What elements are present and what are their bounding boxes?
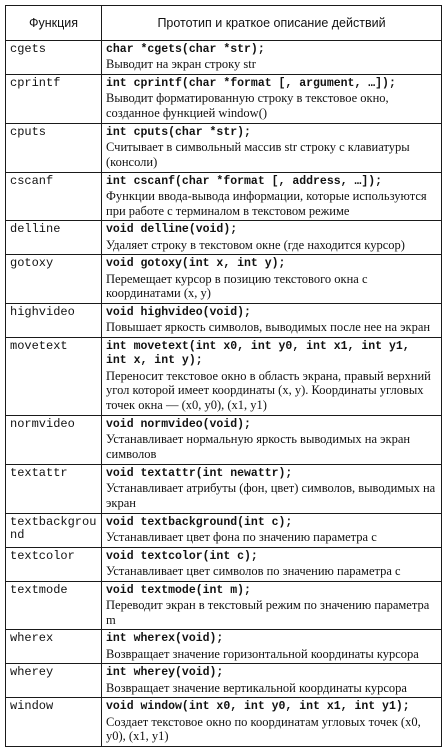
table-row	[6, 698, 442, 747]
function-description: Удаляет строку в текстовом окне (где находится курсор)	[106, 237, 405, 252]
function-prototype: void highvideo(void);	[106, 306, 251, 320]
function-description-cell	[102, 698, 442, 747]
function-name: cgets	[6, 41, 102, 75]
header-function: Функция	[6, 6, 102, 41]
function-description: Устанавливает нормальную яркость выводимых на экран символов	[106, 432, 411, 461]
function-name: wherey	[6, 664, 102, 698]
function-prototype: int wherex(void);	[106, 632, 224, 646]
function-description-cell	[102, 172, 442, 221]
function-name: movetext	[6, 338, 102, 416]
function-description: Функции ввода-вывода информации, которые используются при работе с терминалом в текстовом режиме	[106, 188, 427, 218]
function-description-cell	[102, 630, 442, 664]
table-row	[6, 255, 442, 304]
function-description-cell	[102, 304, 442, 338]
table-row	[6, 630, 442, 664]
function-name: highvideo	[6, 304, 102, 338]
function-description: Возвращает значение горизонтальной координаты курсора	[106, 646, 419, 661]
function-prototype: int movetext(int x0, int y0, int x1, int y1, int x, int y);	[106, 340, 410, 368]
function-name: textattr	[6, 464, 102, 513]
function-description-cell	[102, 581, 442, 630]
table-row	[6, 41, 442, 75]
function-description-cell	[102, 75, 442, 124]
function-prototype: int cscanf(char *format [, address, …]);	[106, 174, 383, 188]
table-header-row	[6, 6, 442, 41]
function-description: Устанавливает атрибуты (фон, цвет) символов, выводимых на экран	[106, 480, 436, 510]
function-name: textbackground	[6, 513, 102, 547]
function-prototype: void textcolor(int c);	[106, 549, 258, 563]
function-name: wherex	[6, 630, 102, 664]
function-description-cell	[102, 547, 442, 581]
function-description-cell	[102, 41, 442, 75]
function-prototype: void textmode(int m);	[106, 583, 251, 597]
table-row	[6, 75, 442, 124]
function-name: textcolor	[6, 547, 102, 581]
function-prototype: void textattr(int newattr);	[106, 466, 293, 480]
function-reference-table	[5, 5, 442, 747]
function-prototype: void delline(void);	[106, 223, 238, 237]
function-prototype: int wherey(void);	[106, 666, 224, 680]
function-name: cputs	[6, 123, 102, 172]
header-description: Прототип и краткое описание действий	[102, 6, 442, 41]
function-description-cell	[102, 255, 442, 304]
function-description: Устанавливает цвет символов по значению параметра c	[106, 563, 401, 578]
function-description-cell	[102, 513, 442, 547]
table-row	[6, 123, 442, 172]
function-description: Создает текстовое окно по координатам угловых точек (x0, y0), (x1, y1)	[106, 714, 421, 744]
table-row	[6, 172, 442, 221]
table-row	[6, 664, 442, 698]
function-description: Перемещает курсор в позицию текстового окна с координатами (x, y)	[106, 271, 368, 301]
function-name: window	[6, 698, 102, 747]
function-description: Считывает в символьный массив str строку с клавиатуры (консоли)	[106, 140, 410, 169]
function-name: delline	[6, 221, 102, 255]
table-row	[6, 221, 442, 255]
function-description: Переносит текстовое окно в область экрана, правый верхний угол которой имеет координаты (x, y). Координаты угловых точек окна — (x0, y0), (x1, y1)	[106, 368, 431, 413]
function-name: gotoxy	[6, 255, 102, 304]
function-description: Повышает яркость символов, выводимых после нее на экран	[106, 320, 431, 335]
function-prototype: char *cgets(char *str);	[106, 43, 265, 56]
function-prototype: int cprintf(char *format [, argument, …]);	[106, 77, 396, 90]
function-name: normvideo	[6, 415, 102, 464]
table-row	[6, 581, 442, 630]
function-prototype: void textbackground(int c);	[106, 515, 293, 529]
function-name: cprintf	[6, 75, 102, 124]
function-description-cell	[102, 415, 442, 464]
function-name: textmode	[6, 581, 102, 630]
function-description: Устанавливает цвет фона по значению параметра c	[106, 529, 377, 544]
table-row	[6, 415, 442, 464]
table-row	[6, 513, 442, 547]
function-prototype: void normvideo(void);	[106, 417, 251, 431]
function-description-cell	[102, 221, 442, 255]
function-description-cell	[102, 664, 442, 698]
function-prototype: void window(int x0, int y0, int x1, int y1);	[106, 700, 410, 714]
table-row	[6, 338, 442, 416]
function-description: Выводит на экран строку str	[106, 57, 256, 72]
function-description-cell	[102, 338, 442, 416]
table-row	[6, 464, 442, 513]
function-name: cscanf	[6, 172, 102, 221]
function-description-cell	[102, 464, 442, 513]
function-description: Переводит экран в текстовый режим по значению параметра m	[106, 597, 430, 627]
function-description-cell	[102, 123, 442, 172]
function-prototype: void gotoxy(int x, int y);	[106, 257, 286, 271]
table-row	[6, 304, 442, 338]
function-prototype: int cputs(char *str);	[106, 125, 251, 139]
function-description: Выводит форматированную строку в текстовое окно, созданное функцией window()	[106, 91, 389, 120]
function-description: Возвращает значение вертикальной координаты курсора	[106, 680, 407, 695]
table-row	[6, 547, 442, 581]
